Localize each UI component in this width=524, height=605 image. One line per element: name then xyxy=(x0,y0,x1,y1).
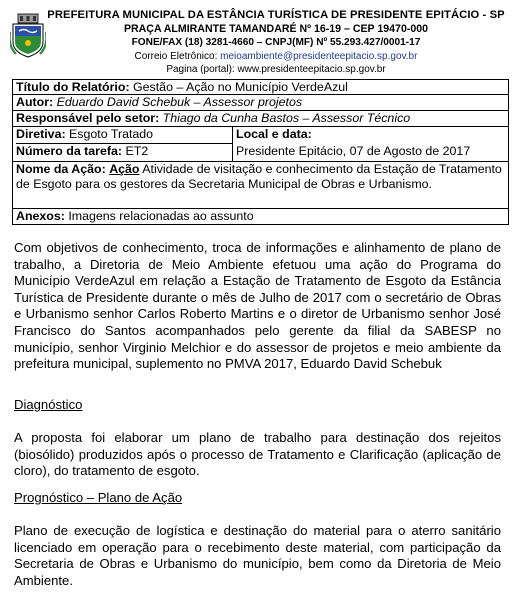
place-label: Local e data: xyxy=(236,127,312,141)
responsible-value: Thiago da Cunha Bastos – Assessor Técnico xyxy=(159,111,411,125)
task-value: ET2 xyxy=(122,144,149,158)
header-address: PRAÇA ALMIRANTE TAMANDARÉ Nº 16-19 – CEP 19470-000 xyxy=(123,23,429,35)
attachments-row xyxy=(13,209,508,225)
header-phone: FONE/FAX (18) 3281-4660 – CNPJ(MF) Nº 55.293.427/0001-17 xyxy=(131,37,421,48)
report-title-value: Gestão – Ação no Município VerdeAzul xyxy=(129,80,348,94)
prognostic-paragraph: Plano de execução de logística e destinação do material para o aterro sanitário licenciado em operação para o recebimento deste material, com participação da Secretaria de Obras e Urbanismo do município, bem como da Diretoria de Meio Ambiente. xyxy=(14,523,501,588)
directive-field xyxy=(16,127,232,144)
letterhead xyxy=(0,0,524,78)
header-title: PREFEITURA MUNICIPAL DA ESTÂNCIA TURÍSTICA DE PRESIDENTE EPITÁCIO - SP xyxy=(47,9,505,21)
attachments-value: Imagens relacionadas ao assunto xyxy=(64,209,254,223)
prognostic-title: Prognóstico – Plano de Ação xyxy=(14,490,183,505)
author-value: Eduardo David Schebuk – Assessor projetos xyxy=(53,95,303,109)
header-email-link[interactable]: meioambiente@presidenteepitacio.sp.gov.br xyxy=(220,51,418,62)
directive-value: Esgoto Tratado xyxy=(65,127,154,141)
directive-task-cell xyxy=(13,127,233,161)
header-portal: Pagina (portal): www.presidenteepitacio.sp.gov.br xyxy=(166,64,386,75)
place-date-value: Presidente Epitácio, 07 de Agosto de 2017 xyxy=(236,144,471,158)
action-label: Nome da Ação: xyxy=(16,162,106,176)
diagnostic-title: Diagnóstico xyxy=(14,397,83,412)
task-field xyxy=(16,144,148,159)
intro-paragraph: Com objetivos de conhecimento, troca de informações e alinhamento de plano de trabalho, a Diretoria de Meio Ambiente efetuou uma ação do Programa do Município VerdeAzul em relação a Estação de Tratamento de Esgoto da Estância Turística de Presidente durante o mês de Julho de 2017 com o secretário de Obras e Urbanismo senhor Carlos Roberto Martins e o diretor de Urbanismo senhor José Francisco do Santos acompanhados pelo gerente da filial da SABESP no município, senhor Virginio Melchior e do assessor de projetos e meio ambiente da prefeitura municipal, suplemento no PMVA 2017, Eduardo David Schebuk xyxy=(14,240,501,372)
task-label: Número da tarefa: xyxy=(16,144,123,158)
action-row xyxy=(13,162,508,209)
diagnostic-paragraph: A proposta foi elaborar um plano de trabalho para destinação dos rejeitos (biosólido) produzidos após o processo de Tratamento e Clarificação (aplicação de cloro), do tratamento de esgoto. xyxy=(14,430,501,479)
author-label: Autor: xyxy=(16,95,54,109)
directive-place-row xyxy=(13,127,508,162)
report-title-label: Título do Relatório: xyxy=(16,80,130,94)
header-email-line xyxy=(14,51,524,62)
header-email-label: Correio Eletrônico: xyxy=(134,51,221,62)
action-word: Ação xyxy=(109,162,140,176)
responsible-row xyxy=(13,111,508,127)
author-row xyxy=(13,95,508,111)
report-title-row xyxy=(13,80,508,95)
action-value: Atividade de visitação e conhecimento da Estação de Tratamento de Esgoto para os gestores da Secretaria Municipal de Obras e Urbanismo. xyxy=(16,162,502,191)
directive-label: Diretiva: xyxy=(16,127,66,141)
place-date-cell xyxy=(236,127,471,158)
attachments-label: Anexos: xyxy=(16,209,65,223)
report-info-table xyxy=(12,79,509,225)
responsible-label: Responsável pelo setor: xyxy=(16,111,160,125)
